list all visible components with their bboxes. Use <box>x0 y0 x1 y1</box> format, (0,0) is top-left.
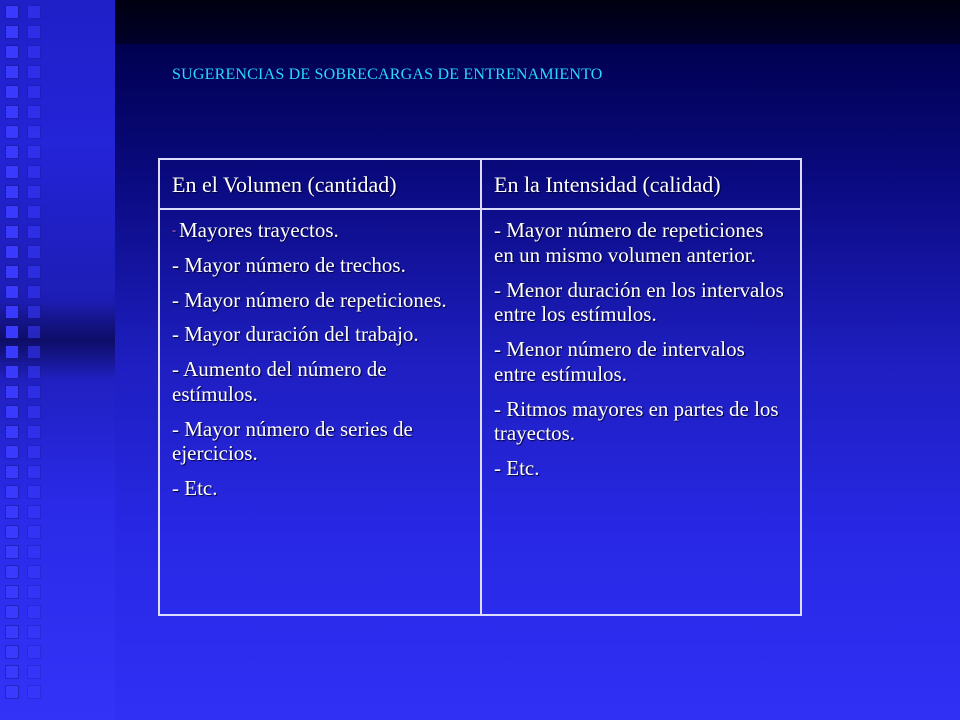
decorative-square <box>6 546 18 558</box>
overload-table <box>158 158 802 616</box>
decorative-square <box>28 46 40 58</box>
list-item: - Mayor número de repeticiones en un mismo volumen anterior. <box>494 218 764 267</box>
decorative-square <box>6 166 18 178</box>
decorative-squares-secondary <box>28 6 58 706</box>
decorative-square <box>6 146 18 158</box>
decorative-square <box>28 106 40 118</box>
decorative-square <box>28 486 40 498</box>
decorative-square <box>6 86 18 98</box>
decorative-square <box>28 426 40 438</box>
decorative-square <box>6 666 18 678</box>
decorative-square <box>6 466 18 478</box>
decorative-square <box>6 206 18 218</box>
list-item: - Etc. <box>172 476 218 501</box>
decorative-square <box>6 626 18 638</box>
decorative-square <box>28 286 40 298</box>
decorative-square <box>28 666 40 678</box>
decorative-square <box>6 586 18 598</box>
decorative-square <box>6 126 18 138</box>
list-item: - Etc. <box>494 456 540 481</box>
decorative-square <box>28 226 40 238</box>
decorative-square <box>28 386 40 398</box>
decorative-square <box>6 66 18 78</box>
decorative-square <box>6 526 18 538</box>
decorative-square <box>28 626 40 638</box>
decorative-square <box>28 346 40 358</box>
top-dark-bar <box>115 0 960 44</box>
header-volume: En el Volumen (cantidad) <box>159 159 481 209</box>
decorative-square <box>6 606 18 618</box>
decorative-square <box>28 546 40 558</box>
decorative-square <box>28 6 40 18</box>
decorative-square <box>6 686 18 698</box>
table-body-row <box>159 209 801 615</box>
decorative-square <box>28 606 40 618</box>
list-item: - Mayor número de repeticiones. <box>172 287 447 312</box>
volume-cell <box>159 209 481 615</box>
decorative-square <box>28 306 40 318</box>
decorative-square <box>28 586 40 598</box>
intensity-cell <box>481 209 801 615</box>
decorative-square <box>28 186 40 198</box>
decorative-square <box>28 86 40 98</box>
decorative-square <box>28 526 40 538</box>
decorative-square <box>28 126 40 138</box>
decorative-square <box>28 146 40 158</box>
left-decorative-band <box>0 0 115 720</box>
list-item: - Aumento del número de estímulos. <box>172 357 387 406</box>
decorative-square <box>6 346 18 358</box>
decorative-square <box>6 406 18 418</box>
decorative-square <box>28 66 40 78</box>
list-item: - Mayor número de trechos. <box>172 252 406 277</box>
decorative-square <box>28 266 40 278</box>
decorative-square <box>6 6 18 18</box>
decorative-square <box>28 246 40 258</box>
decorative-square <box>28 506 40 518</box>
list-item: - Mayor duración del trabajo. <box>172 322 419 347</box>
decorative-square <box>28 406 40 418</box>
list-item: - Mayor número de series de ejercicios. <box>172 416 413 466</box>
decorative-square <box>6 646 18 658</box>
decorative-square <box>28 366 40 378</box>
decorative-square <box>6 306 18 318</box>
decorative-square <box>6 246 18 258</box>
decorative-square <box>6 26 18 38</box>
decorative-square <box>6 446 18 458</box>
decorative-square <box>28 446 40 458</box>
decorative-square <box>6 426 18 438</box>
decorative-square <box>28 466 40 478</box>
decorative-square <box>6 186 18 198</box>
decorative-square <box>28 206 40 218</box>
list-item: - Menor número de intervalos entre estímulos. <box>494 337 745 386</box>
decorative-square <box>6 226 18 238</box>
decorative-square <box>6 566 18 578</box>
header-intensity: En la Intensidad (calidad) <box>481 159 801 209</box>
decorative-square <box>6 386 18 398</box>
decorative-square <box>28 646 40 658</box>
decorative-square <box>6 106 18 118</box>
decorative-square <box>28 566 40 578</box>
decorative-square <box>6 506 18 518</box>
decorative-square <box>6 286 18 298</box>
decorative-square <box>6 486 18 498</box>
decorative-square <box>6 366 18 378</box>
decorative-square <box>28 686 40 698</box>
decorative-square <box>6 326 18 338</box>
slide-title: SUGERENCIAS DE SOBRECARGAS DE ENTRENAMIENTO <box>172 66 603 83</box>
table-header-row <box>159 159 801 209</box>
list-item: - Menor duración en los intervalos entre los estímulos. <box>494 277 784 327</box>
decorative-square <box>28 166 40 178</box>
list-item: - Ritmos mayores en partes de los trayectos. <box>494 396 779 446</box>
decorative-square <box>6 46 18 58</box>
decorative-square <box>6 266 18 278</box>
list-item: - Mayores trayectos. <box>172 218 468 243</box>
decorative-square <box>28 326 40 338</box>
decorative-square <box>28 26 40 38</box>
